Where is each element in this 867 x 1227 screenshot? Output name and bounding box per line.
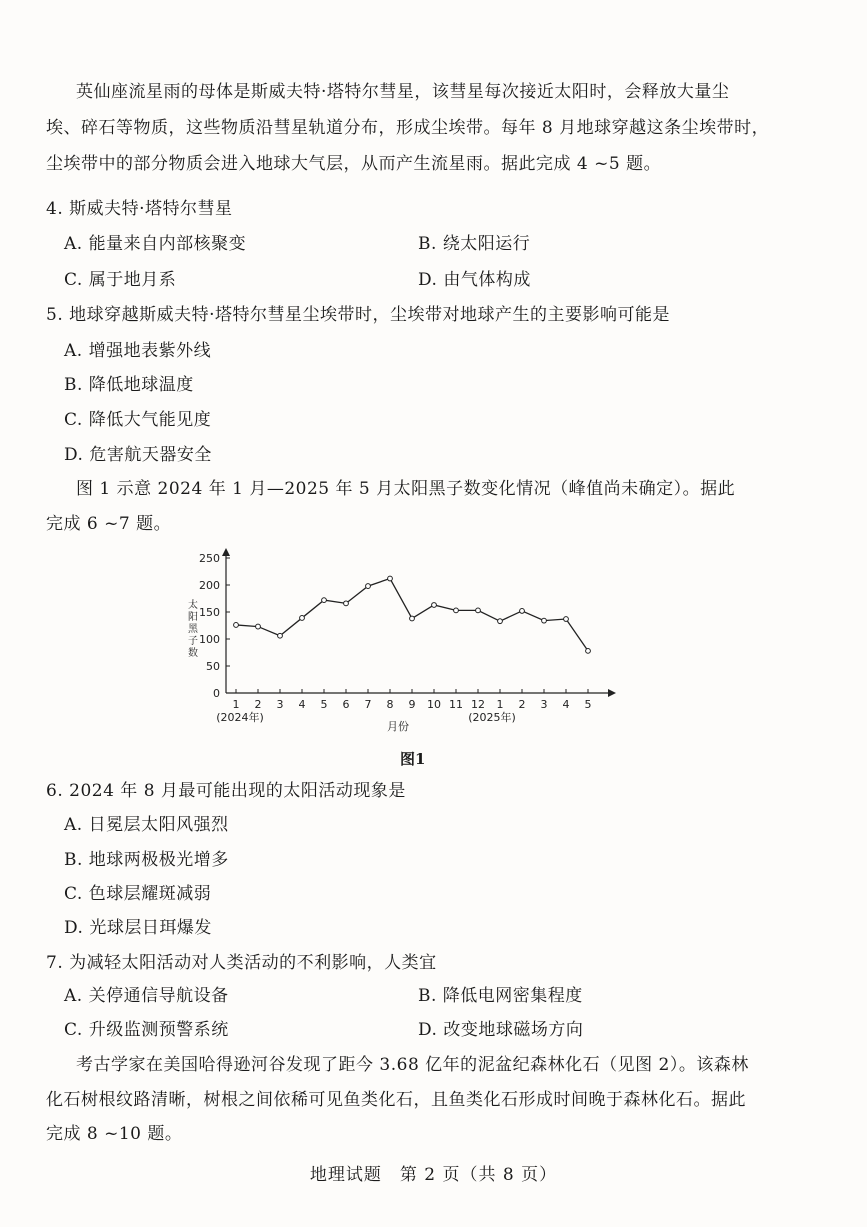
data-point — [322, 598, 327, 603]
x-group-label-2024: (2024年) — [216, 711, 264, 724]
data-point — [454, 608, 459, 613]
data-point — [586, 648, 591, 653]
data-point — [344, 601, 349, 606]
question-6-option-b: B. 地球两极极光增多 — [64, 850, 229, 870]
x-axis-arrow — [608, 689, 616, 697]
data-point — [388, 576, 393, 581]
question-7-option-a: A. 关停通信导航设备 — [64, 986, 229, 1006]
x-axis-label: 月份 — [387, 720, 409, 733]
passage3-line-1: 考古学家在美国哈得逊河谷发现了距今 3.68 亿年的泥盆纪森林化石（见图 2）。该森林 — [76, 1055, 749, 1075]
passage2-line-1: 图 1 示意 2024 年 1 月—2025 年 5 月太阳黑子数变化情况（峰值尚未确定）。据此 — [76, 479, 736, 499]
passage3-line-2: 化石树根纹路清晰，树根之间依稀可见鱼类化石，且鱼类化石形成时间晚于森林化石。据此 — [46, 1090, 746, 1110]
x-tick-label: 1 — [496, 698, 504, 711]
y-tick-label: 250 — [199, 552, 220, 565]
y-tick-label: 50 — [206, 660, 220, 673]
y-tick-label: 100 — [199, 633, 220, 646]
data-point — [366, 584, 371, 589]
data-point — [234, 623, 239, 628]
x-tick-label: 6 — [342, 698, 350, 711]
question-4-option-d: D. 由气体构成 — [418, 270, 531, 290]
x-tick-label: 3 — [276, 698, 284, 711]
x-tick-label: 12 — [471, 698, 485, 711]
sunspot-chart — [170, 548, 640, 738]
figure-1-caption: 图1 — [400, 750, 426, 768]
data-point — [256, 624, 261, 629]
x-tick-label: 9 — [408, 698, 416, 711]
page-footer: 地理试题 第 2 页（共 8 页） — [309, 1165, 558, 1185]
x-tick-label: 5 — [320, 698, 328, 711]
data-point — [498, 619, 503, 624]
x-tick-label: 2 — [518, 698, 526, 711]
sunspot-series-points — [234, 576, 591, 653]
data-point — [410, 616, 415, 621]
question-7-stem: 7. 为减轻太阳活动对人类活动的不利影响，人类宜 — [46, 953, 437, 973]
y-axis-arrow — [222, 548, 230, 556]
passage1-line-3: 尘埃带中的部分物质会进入地球大气层，从而产生流星雨。据此完成 4 ~5 题。 — [46, 154, 662, 174]
question-5-stem: 5. 地球穿越斯威夫特·塔特尔彗星尘埃带时，尘埃带对地球产生的主要影响可能是 — [46, 305, 671, 325]
y-tick-label: 0 — [213, 687, 220, 700]
chart-axes — [222, 548, 616, 697]
x-tick-label: 11 — [449, 698, 463, 711]
question-4-stem: 4. 斯威夫特·塔特尔彗星 — [46, 199, 233, 219]
sunspot-chart-svg — [170, 548, 640, 738]
x-tick-label: 4 — [298, 698, 306, 711]
question-6-option-d: D. 光球层日珥爆发 — [64, 918, 212, 938]
question-7-option-b: B. 降低电网密集程度 — [418, 986, 583, 1006]
data-point — [278, 633, 283, 638]
question-5-option-a: A. 增强地表紫外线 — [64, 341, 212, 361]
x-tick-label: 7 — [364, 698, 372, 711]
x-tick-label: 8 — [386, 698, 394, 711]
passage2-line-2: 完成 6 ~7 题。 — [46, 514, 172, 534]
y-tick-label: 150 — [199, 606, 220, 619]
data-point — [300, 616, 305, 621]
x-tick-label: 1 — [232, 698, 240, 711]
question-6-option-a: A. 日冕层太阳风强烈 — [64, 815, 229, 835]
data-point — [476, 608, 481, 613]
data-point — [520, 609, 525, 614]
passage3-line-3: 完成 8 ~10 题。 — [46, 1124, 183, 1144]
question-4-option-b: B. 绕太阳运行 — [418, 234, 531, 254]
passage1-line-1: 英仙座流星雨的母体是斯威夫特·塔特尔彗星，该彗星每次接近太阳时，会释放大量尘 — [76, 82, 730, 102]
x-ticks — [233, 689, 592, 711]
question-4-option-c: C. 属于地月系 — [64, 270, 177, 290]
question-5-option-d: D. 危害航天器安全 — [64, 445, 212, 465]
question-6-option-c: C. 色球层耀斑减弱 — [64, 884, 212, 904]
x-group-label-2025: (2025年) — [468, 711, 516, 724]
passage1-line-2: 埃、碎石等物质，这些物质沿彗星轨道分布，形成尘埃带。每年 8 月地球穿越这条尘埃带时， — [46, 118, 770, 138]
y-tick-label: 200 — [199, 579, 220, 592]
x-tick-label: 10 — [427, 698, 441, 711]
question-6-stem: 6. 2024 年 8 月最可能出现的太阳活动现象是 — [46, 781, 406, 801]
data-point — [432, 603, 437, 608]
data-point — [542, 618, 547, 623]
x-tick-label: 4 — [562, 698, 570, 711]
question-7-option-d: D. 改变地球磁场方向 — [418, 1020, 584, 1040]
data-point — [564, 617, 569, 622]
sunspot-series-line — [236, 579, 588, 651]
y-ticks — [199, 552, 230, 700]
question-5-option-b: B. 降低地球温度 — [64, 375, 194, 395]
x-tick-label: 3 — [540, 698, 548, 711]
question-7-option-c: C. 升级监测预警系统 — [64, 1020, 229, 1040]
question-5-option-c: C. 降低大气能见度 — [64, 410, 212, 430]
y-axis-label: 太阳黑子数 — [188, 600, 198, 659]
x-tick-label: 5 — [584, 698, 592, 711]
question-4-option-a: A. 能量来自内部核聚变 — [64, 234, 247, 254]
x-tick-label: 2 — [254, 698, 262, 711]
